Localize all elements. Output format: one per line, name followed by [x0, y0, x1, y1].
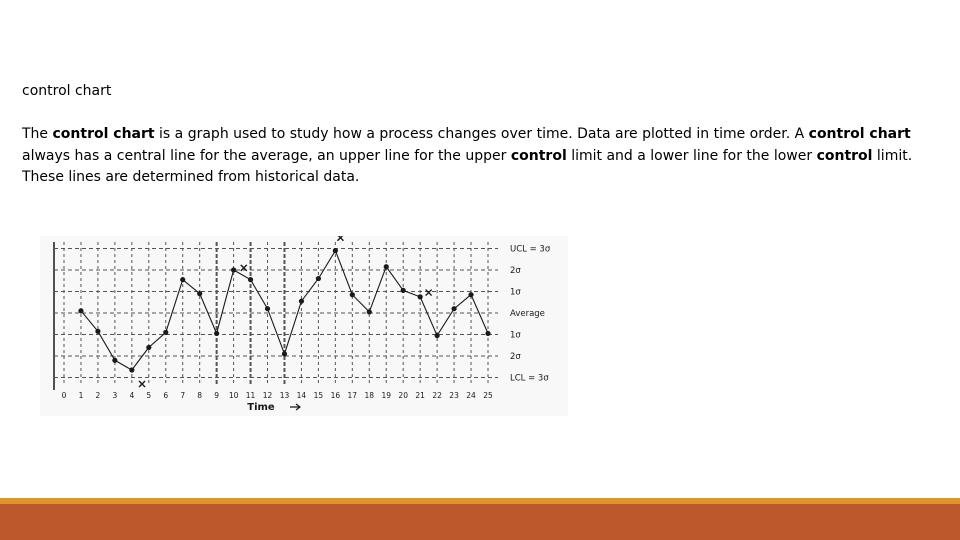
footer-accent-bar-thick: [0, 504, 960, 540]
data-point: [485, 331, 490, 336]
x-tick-label: 17: [347, 391, 358, 400]
data-point: [231, 267, 236, 272]
x-axis-arrow-icon: [290, 404, 300, 410]
level-label: 2σ: [510, 352, 521, 363]
x-tick-label: 24: [466, 391, 476, 400]
paragraph-bold-term: control chart: [808, 126, 911, 142]
data-point: [197, 291, 202, 296]
data-point: [163, 330, 168, 335]
data-point: [418, 294, 423, 299]
data-point: [299, 299, 304, 304]
x-tick-label: 14: [296, 391, 307, 400]
x-axis-label: Time: [247, 402, 275, 413]
x-tick-label: 9: [214, 391, 220, 400]
data-point: [214, 331, 219, 336]
data-point: [384, 264, 389, 269]
x-tick-label: 7: [180, 391, 186, 400]
x-tick-label: 15: [313, 391, 324, 400]
control-chart-figure: [40, 236, 568, 416]
x-tick-label: 6: [163, 391, 169, 400]
x-tick-label: 25: [483, 391, 493, 400]
x-tick-label: 20: [398, 391, 408, 400]
paragraph-text-run: is a graph used to study how a process changes over time. Data are plotted in time order. A: [154, 126, 809, 142]
data-point: [401, 288, 406, 293]
x-tick-label: 19: [381, 391, 392, 400]
paragraph-text-run: The: [22, 126, 53, 142]
x-tick-label: 13: [279, 391, 290, 400]
data-point: [435, 333, 440, 338]
x-tick-label: 0: [61, 391, 67, 400]
data-point: [180, 277, 185, 282]
level-label: 2σ: [510, 265, 521, 276]
paragraph-text-run: limit and a lower line for the lower: [566, 147, 817, 164]
x-tick-label: 18: [364, 391, 375, 400]
level-label: UCL = 3σ: [510, 244, 551, 255]
control-chart: [40, 236, 568, 416]
x-tick-label: 21: [415, 391, 425, 400]
data-point: [112, 358, 117, 363]
x-tick-label: 4: [129, 391, 135, 400]
x-tick-label: 5: [146, 391, 152, 400]
data-point: [265, 306, 270, 311]
x-tick-label: 8: [197, 391, 203, 400]
x-tick-label: 22: [432, 391, 442, 400]
x-tick-label: 3: [112, 391, 118, 400]
data-point: [316, 276, 321, 281]
level-label: 1σ: [510, 287, 521, 298]
x-tick-label: 10: [228, 391, 239, 400]
data-point: [78, 308, 83, 313]
level-label: Average: [510, 309, 545, 319]
data-point: [451, 306, 456, 311]
slide-heading: control chart: [22, 83, 112, 99]
data-point: [146, 345, 151, 350]
out-of-control-marker-icon: [426, 290, 432, 296]
x-tick-label: 16: [330, 391, 341, 400]
data-point: [248, 277, 253, 282]
data-point: [282, 351, 287, 356]
out-of-control-marker-icon: [139, 381, 145, 387]
data-point: [129, 367, 134, 372]
x-tick-label: 11: [245, 391, 256, 400]
paragraph-bold-term: control: [510, 147, 567, 164]
data-point: [468, 292, 473, 297]
x-tick-label: 2: [95, 391, 101, 400]
paragraph-bold-term: control: [816, 147, 873, 164]
data-point: [333, 248, 338, 253]
x-tick-label: 23: [449, 391, 459, 400]
data-point: [350, 292, 355, 297]
paragraph-text-run: limit. These lines are determined from historical data.: [22, 147, 913, 185]
level-label: LCL = 3σ: [510, 373, 549, 384]
paragraph-text-run: always has a central line for the average, an upper line for the upper: [22, 147, 511, 164]
slide-paragraph: [22, 124, 922, 189]
x-tick-label: 12: [262, 391, 273, 400]
paragraph-bold-term: control chart: [52, 126, 155, 142]
x-tick-label: 1: [78, 391, 84, 400]
data-point: [95, 329, 100, 334]
level-label: 1σ: [510, 330, 521, 341]
data-point: [367, 309, 372, 314]
out-of-control-marker-icon: [337, 236, 343, 241]
